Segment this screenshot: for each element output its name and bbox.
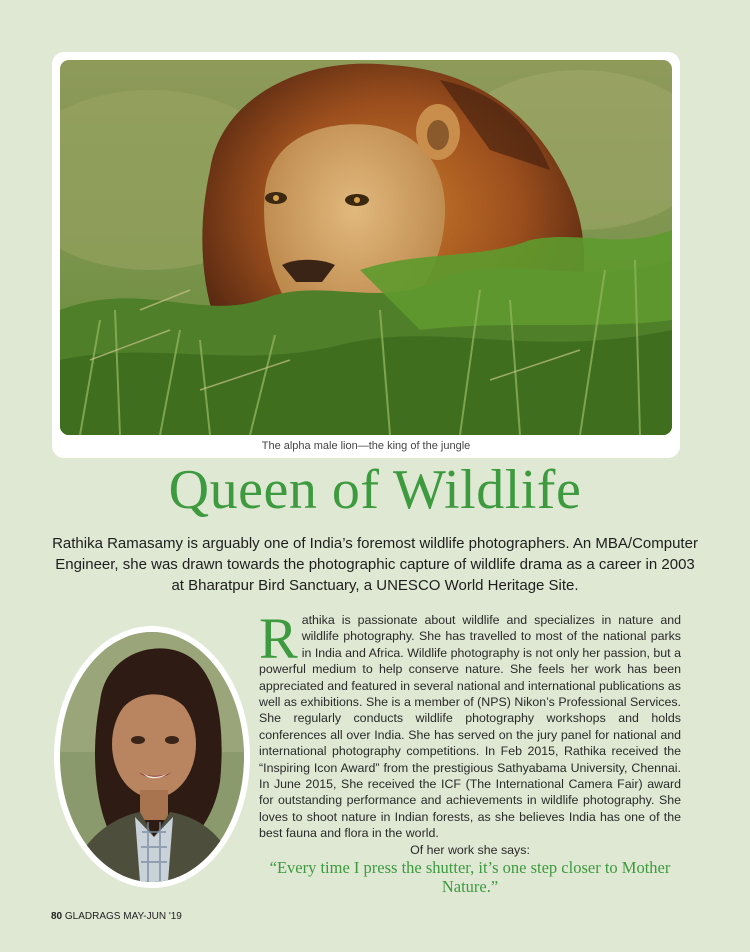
article-body-text: athika is passionate about wildlife and specializes in nature and wildlife photography. She has travelled to most of the national parks in India and Africa. Wildlife photography is not only her passion, but a powerful medium to help conserve nature. She feels her work has been appreciated and featured in several national and international publications as well as exhibitions. She is a member of (NPS) Nikon’s Professional Services. She regularly conducts wildlife photography workshops and holds conferences all over India. She has served on the jury panel for national and international photography competitions. In Feb 2015, Rathika received the “Inspiring Icon Award” from the prestigious Sathyabama University, Chennai. In June 2015, She received the ICF (The International Camera Fair) award for outstanding performance and achievements in wildlife photography. She loves to shoot nature in Indian forests, as she believes India has one of the best fauna and flora in the world. — [259, 613, 681, 841]
publication-name: GLADRAGS MAY-JUN '19 — [64, 911, 182, 922]
photo-caption: The alpha male lion—the king of the jungle — [261, 440, 471, 452]
page-number: 80 — [51, 911, 63, 922]
article-intro: Rathika Ramasamy is arguably one of India’s foremost wildlife photographers. An MBA/Computer Engineer, she was drawn towards the photographic capture of wildlife drama as a career in 2003 at Bharatpur Bird Sanctuary, a UNESCO World Heritage Site. — [52, 535, 698, 594]
portrait-frame — [54, 626, 250, 888]
page-footer — [51, 911, 182, 922]
says-label: Of her work she says: — [410, 843, 530, 857]
article-title: Queen of Wildlife — [168, 459, 582, 521]
article-body — [259, 606, 681, 842]
pull-quote: “Every time I press the shutter, it’s one step closer to Mother Nature.” — [269, 858, 671, 896]
lion-photo — [60, 60, 672, 435]
photographer-portrait — [60, 632, 244, 882]
lion-photo-frame — [52, 52, 680, 458]
drop-cap: R — [259, 606, 298, 671]
